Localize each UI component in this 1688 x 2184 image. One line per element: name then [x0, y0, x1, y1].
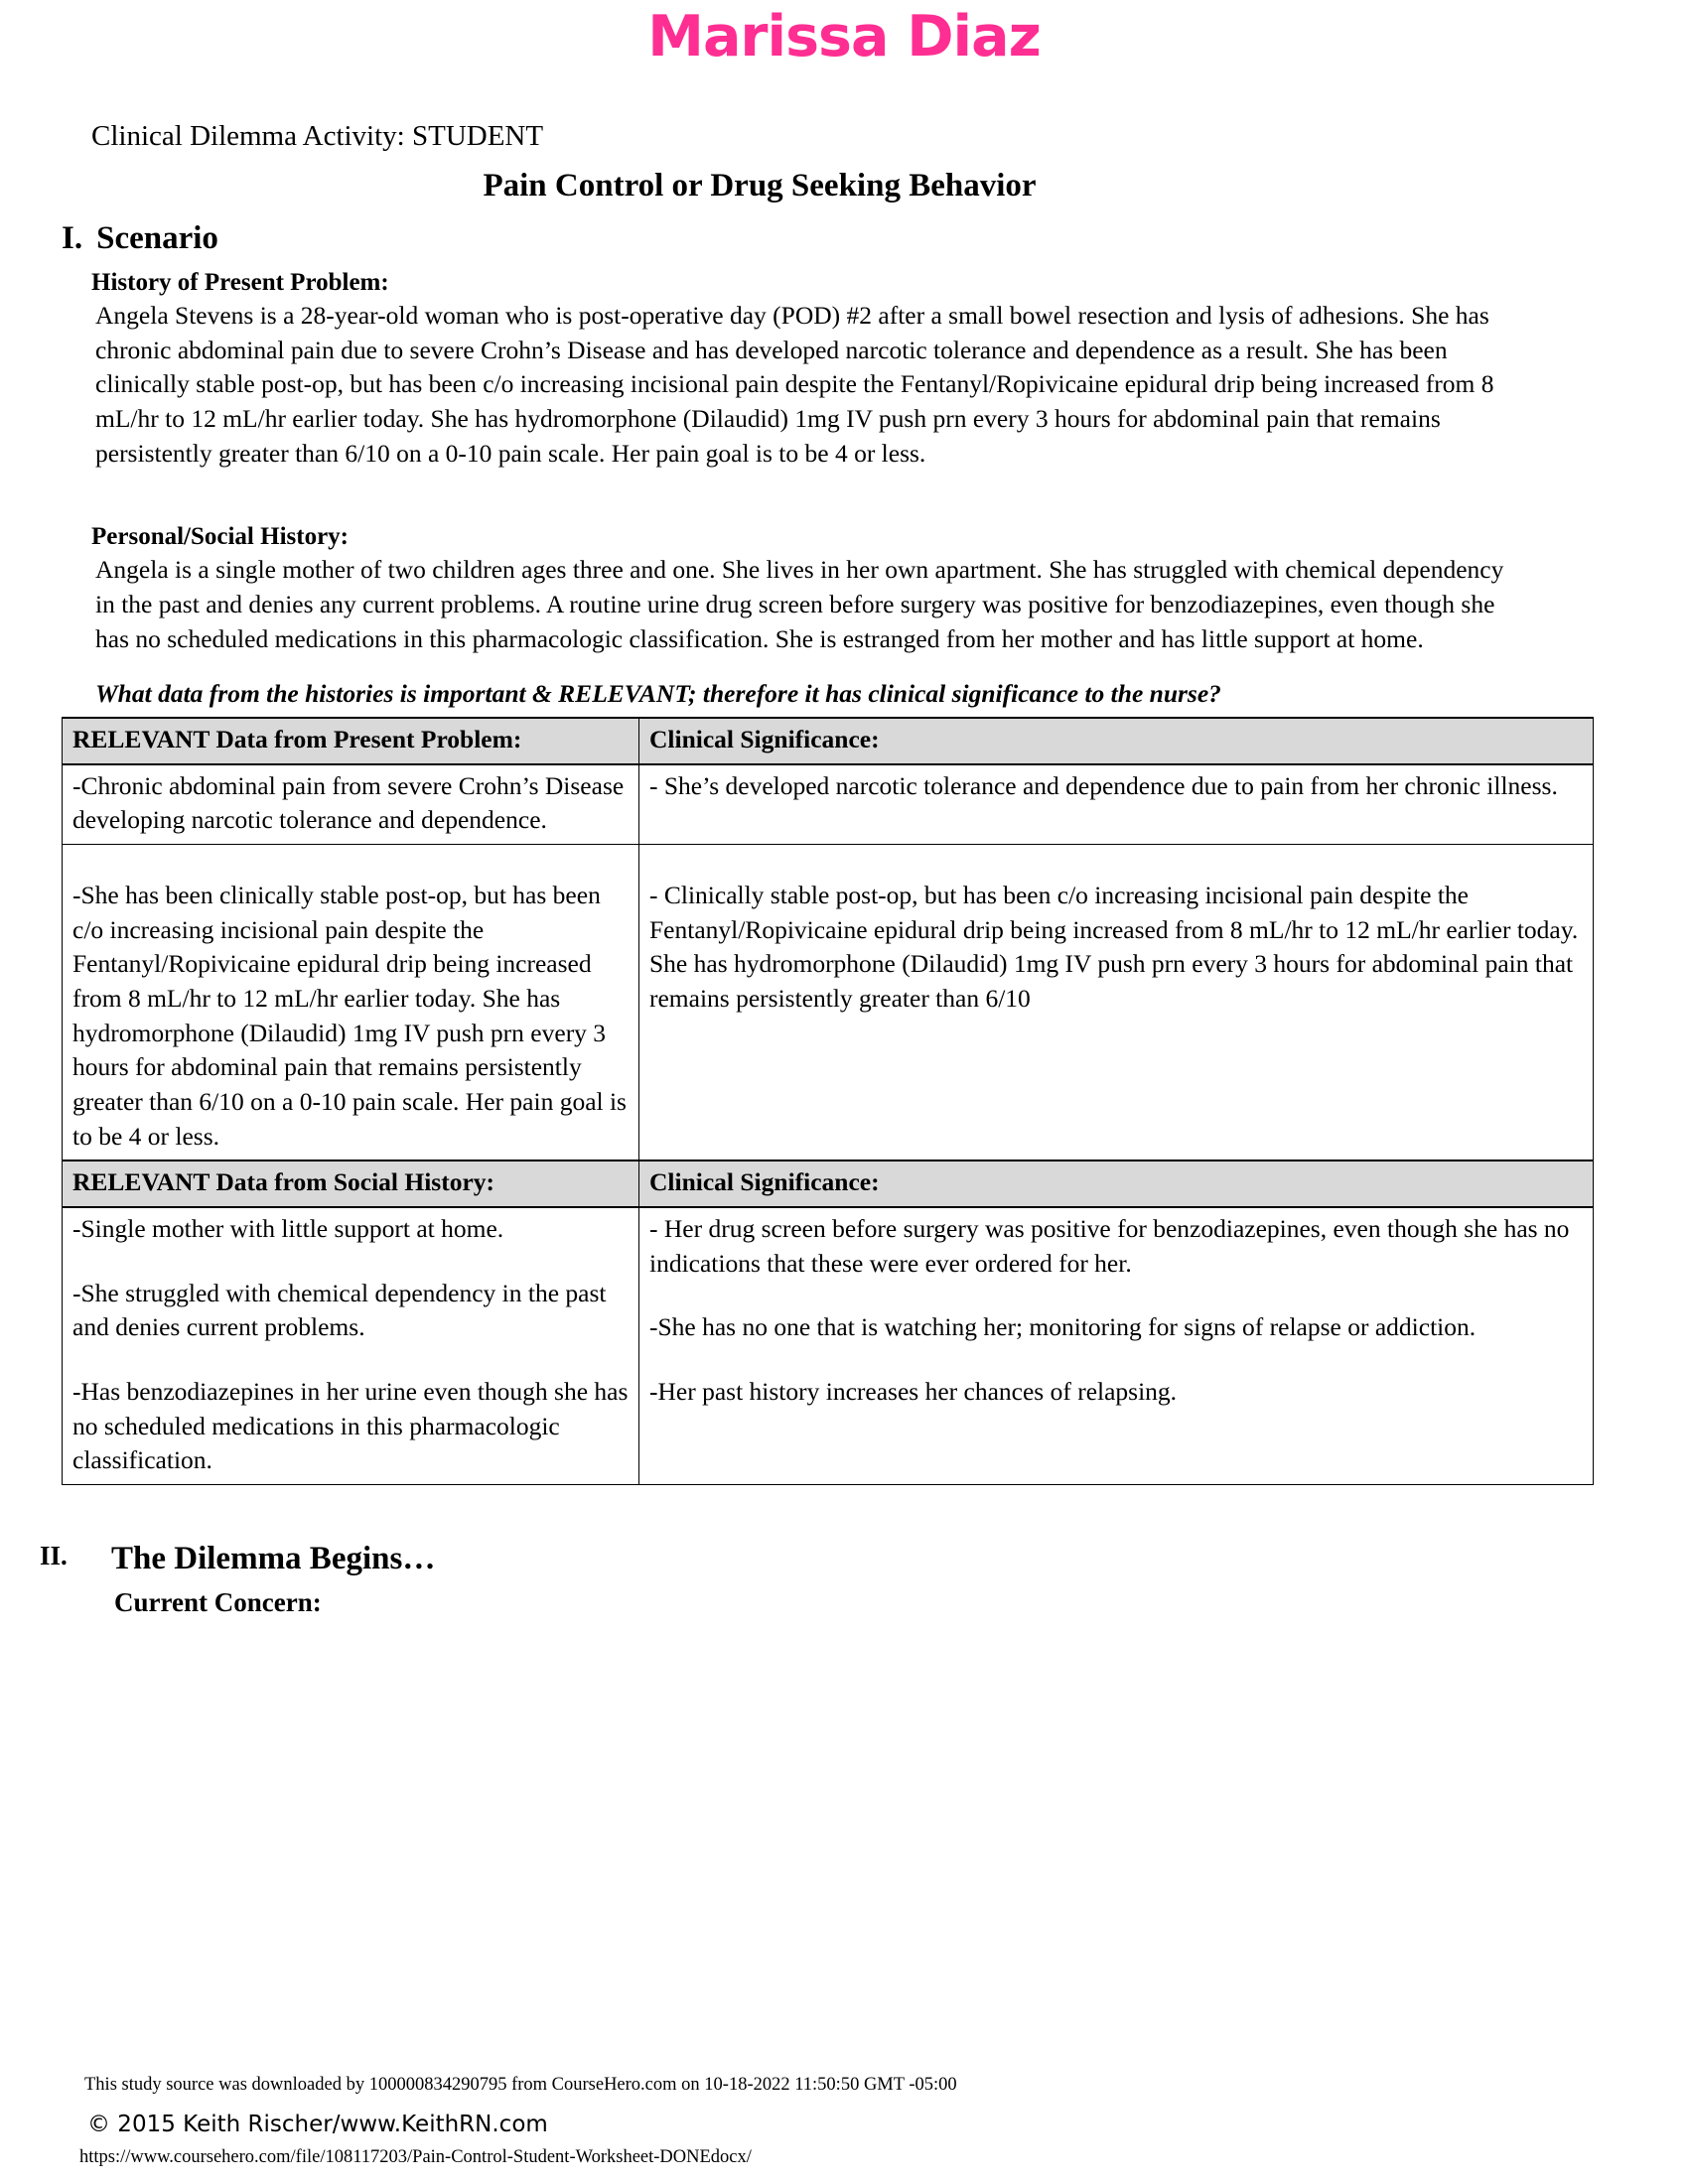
cell-text: -Chronic abdominal pain from severe Crohn’s Disease developing narcotic tolerance and dependence. [72, 770, 625, 835]
table-header-clinical-significance-1: Clinical Significance: [639, 718, 1594, 764]
history-of-present-problem-label: History of Present Problem: [91, 268, 389, 296]
footer-source-url: https://www.coursehero.com/file/108117203/Pain-Control-Student-Worksheet-DONEdocx/ [79, 2147, 752, 2167]
section-numeral-ii: II. [40, 1541, 68, 1571]
cell-text: -Her past history increases her chances of relapsing. [649, 1377, 1178, 1407]
student-name-banner: Marissa Diaz [647, 4, 1041, 69]
cell-text: -Has benzodiazepines in her urine even though she has no scheduled medications in this pharmacologic classification. [72, 1377, 629, 1475]
cell-text: - She’s developed narcotic tolerance and dependence due to pain from her chronic illness. [649, 770, 1558, 800]
cell-text: -Single mother with little support at home. [72, 1214, 504, 1244]
cell-spacer [72, 1345, 629, 1375]
footer-download-note: This study source was downloaded by 100000834290795 from CourseHero.com on 10-18-2022 11:50:50 GMT -05:00 [84, 2075, 957, 2095]
section-numeral-i: I. [62, 219, 83, 256]
table-header-row-social [63, 1160, 1594, 1207]
table-cell-significance-1 [639, 764, 1594, 845]
table-cell-significance-2 [639, 845, 1594, 1161]
activity-line: Clinical Dilemma Activity: STUDENT [91, 119, 544, 152]
table-header-present-problem: RELEVANT Data from Present Problem: [63, 718, 639, 764]
section-label-scenario: Scenario [96, 219, 218, 256]
paragraph-spacer [0, 472, 1688, 511]
current-concern-label: Current Concern: [114, 1587, 322, 1618]
table-row [63, 764, 1594, 845]
cell-text: -She struggled with chemical dependency in the past and denies current problems. [72, 1278, 607, 1342]
section-heading-scenario [62, 220, 1688, 257]
section-label-dilemma: The Dilemma Begins… [111, 1541, 436, 1577]
section-heading-dilemma [40, 1541, 1688, 1577]
cell-text: -She has been clinically stable post-op, but has been c/o increasing incisional pain despite the Fentanyl/Ropivicaine epidural drip being increased from 8 mL/hr to 12 mL/hr earlier today. She has hydromorphone (Dilaudid) 1mg IV push prn every 3 hours for abdominal pain that remains persistently greater than 6/10 on a 0-10 pain scale. Her pain goal is to be 4 or less. [72, 881, 627, 1151]
cell-spacer [72, 1247, 629, 1277]
cell-spacer [649, 1345, 1583, 1375]
cell-spacer [649, 849, 1583, 879]
cell-text: -She has no one that is watching her; monitoring for signs of relapse or addiction. [649, 1312, 1477, 1342]
cell-spacer [72, 849, 629, 879]
table-header-row-present [63, 718, 1594, 764]
cell-text: - Her drug screen before surgery was positive for benzodiazepines, even though she has no indications that these were ever ordered for her. [649, 1214, 1570, 1278]
personal-social-history-text: Angela is a single mother of two children ages three and one. She lives in her own apartment. She has struggled with chemical dependency in the past and denies any current problems. A routine urine drug screen before surgery was positive for benzodiazepines, even though she has no scheduled medications in this pharmacologic classification. She is estranged from her mother and has little support at home. [95, 555, 1504, 654]
document-title: Pain Control or Drug Seeking Behavior [483, 167, 1037, 204]
table-header-clinical-significance-2: Clinical Significance: [639, 1160, 1594, 1207]
cell-spacer [649, 1281, 1583, 1310]
table-row [63, 845, 1594, 1161]
page-footer [0, 2075, 1688, 2168]
table-cell-social-data [63, 1207, 639, 1485]
relevant-data-table [62, 717, 1594, 1485]
footer-copyright: © 2015 Keith Rischer/www.KeithRN.com [87, 2112, 548, 2137]
table-header-social-history: RELEVANT Data from Social History: [63, 1160, 639, 1207]
table-cell-present-data-1 [63, 764, 639, 845]
table-cell-present-data-2 [63, 845, 639, 1161]
history-of-present-problem-text: Angela Stevens is a 28-year-old woman who is post-operative day (POD) #2 after a small bowel resection and lysis of adhesions. She has chronic abdominal pain due to severe Crohn’s Disease and has developed narcotic tolerance and dependence as a result. She has been clinically stable post-op, but has been c/o increasing incisional pain despite the Fentanyl/Ropivicaine epidural drip being increased from 8 mL/hr to 12 mL/hr earlier today. She has hydromorphone (Dilaudid) 1mg IV push prn every 3 hours for abdominal pain that remains persistently greater than 6/10 on a 0-10 pain scale. Her pain goal is to be 4 or less. [95, 300, 1494, 469]
relevant-data-question: What data from the histories is important & RELEVANT; therefore it has clinical significance to the nurse? [95, 679, 1221, 709]
table-cell-social-significance [639, 1207, 1594, 1485]
table-row [63, 1207, 1594, 1485]
cell-text: - Clinically stable post-op, but has been c/o increasing incisional pain despite the Fentanyl/Ropivicaine epidural drip being increased from 8 mL/hr to 12 mL/hr earlier today. She has hydromorphone (Dilaudid) 1mg IV push prn every 3 hours for abdominal pain that remains persistently greater than 6/10 [649, 881, 1579, 1014]
personal-social-history-label: Personal/Social History: [91, 523, 349, 551]
